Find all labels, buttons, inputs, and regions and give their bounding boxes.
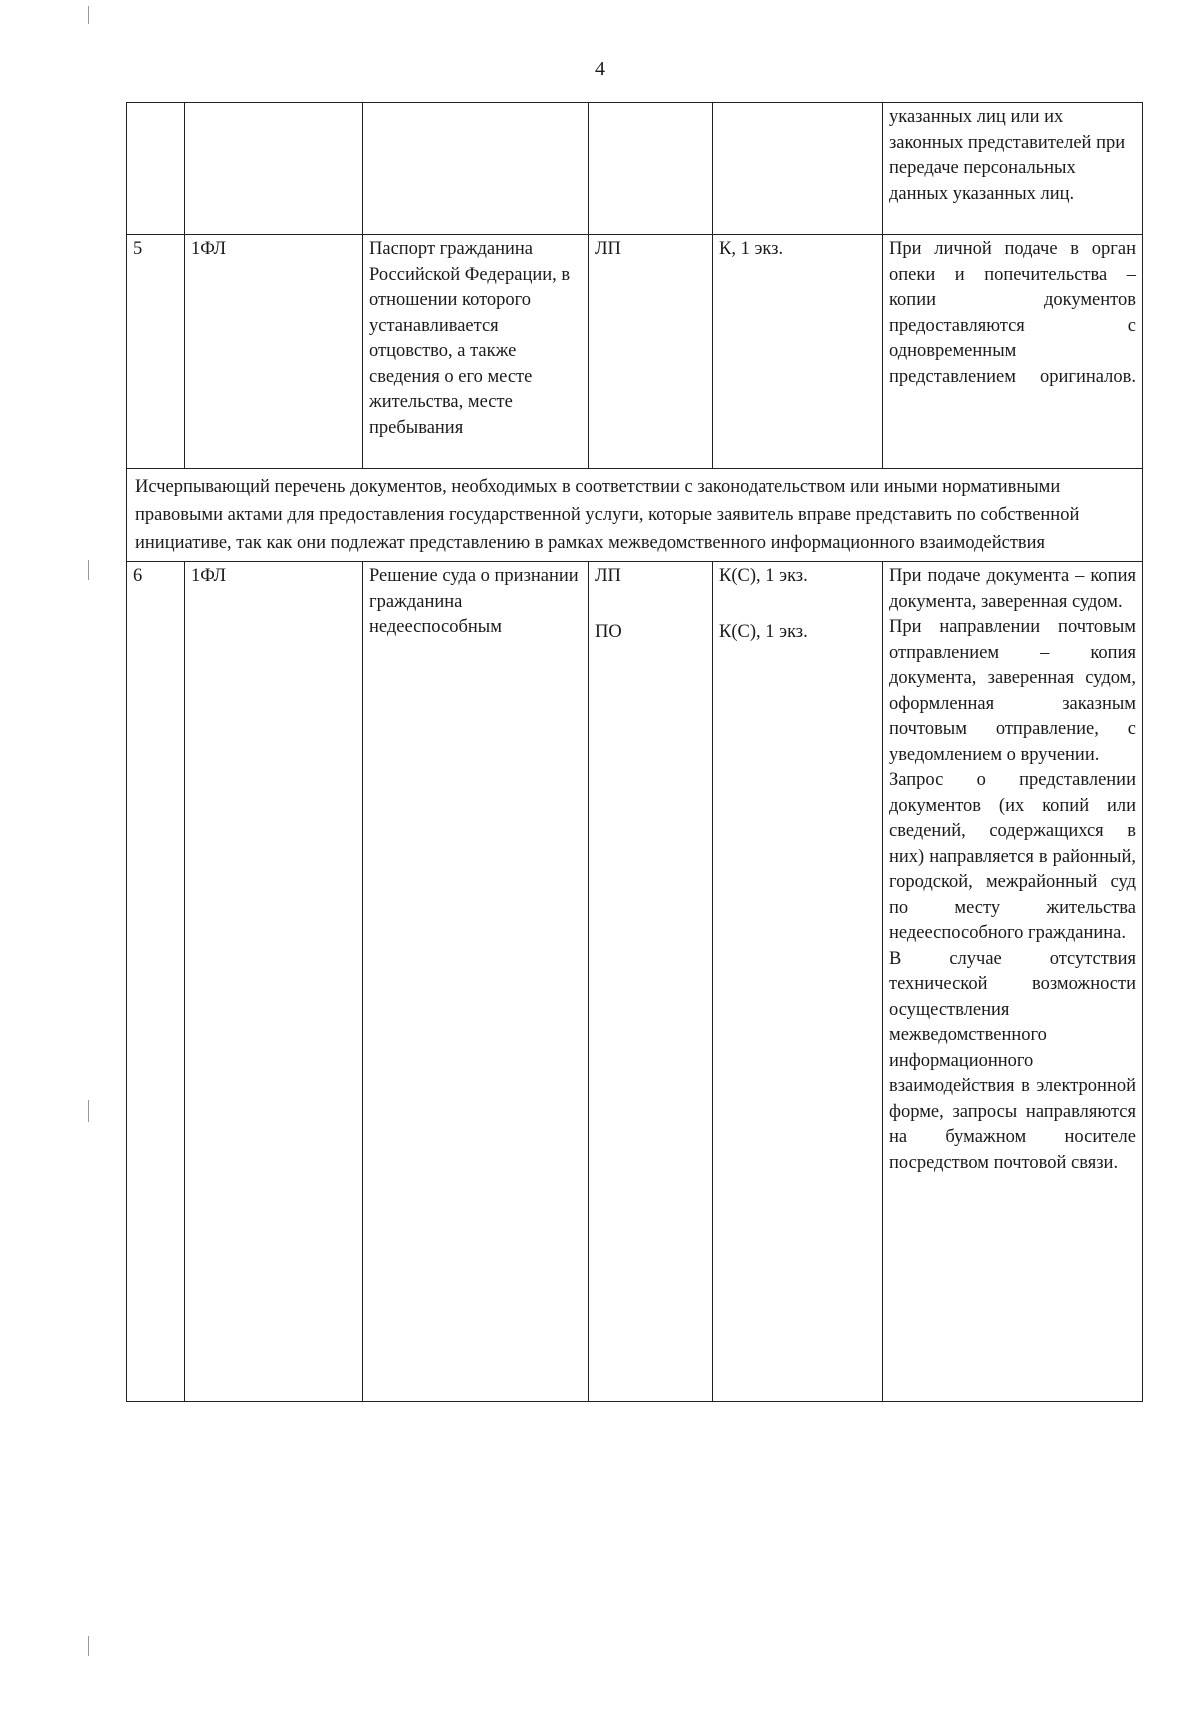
- form-personal: ЛП: [595, 566, 621, 586]
- remark-cell: [883, 235, 1143, 469]
- copies-cell: К, 1 экз.: [713, 235, 883, 469]
- category-cell: [185, 103, 363, 235]
- remark-cell: [883, 562, 1143, 1402]
- category-cell: 1ФЛ: [185, 235, 363, 469]
- remark-paragraph: Запрос о представлении документов (их копий или сведений, содержащихся в них) направляется в районный, городской, межрайонный суд по месту жительства недееспособного гражданина.: [889, 770, 1136, 943]
- section-heading: Исчерпывающий перечень документов, необходимых в соответствии с законодательством или иными нормативными правовыми актами для предоставления государственной услуги, которые заявитель вправе представить по собственной инициативе, так как они подлежат представлению в рамках межведомственного информационного взаимодействия: [127, 469, 1143, 562]
- copies-cell: [713, 103, 883, 235]
- form-cell: ЛП: [589, 235, 713, 469]
- scan-mark: [88, 1636, 89, 1656]
- section-row: [127, 469, 1143, 562]
- category-cell: 1ФЛ: [185, 562, 363, 1402]
- form-cell: [589, 103, 713, 235]
- copies-cell: [713, 562, 883, 1402]
- table-row: [127, 562, 1143, 1402]
- table-row: [127, 235, 1143, 469]
- remark-text: При личной подаче в орган опеки и попечительства – копии документов предоставляются с одновременным представлением оригиналов.: [889, 239, 1136, 387]
- remark-paragraph: В случае отсутствия технической возможности осуществления межведомственного информационного взаимодействия в электронной форме, запросы направляются на бумажном носителе посредством почтовой связи.: [889, 948, 1136, 1173]
- document-cell: Решение суда о признании гражданина недееспособным: [363, 562, 589, 1402]
- copies-personal: К(С), 1 экз.: [719, 566, 808, 586]
- table-row: [127, 103, 1143, 235]
- row-number-cell: 5: [127, 235, 185, 469]
- copies-postal: К(С), 1 экз.: [719, 621, 808, 642]
- document-cell: [363, 103, 589, 235]
- remark-paragraph: При подаче документа – копия документа, заверенная судом.: [889, 566, 1136, 612]
- documents-table: [126, 102, 1143, 1402]
- row-number-cell: 6: [127, 562, 185, 1402]
- row-number-cell: [127, 103, 185, 235]
- form-cell: [589, 562, 713, 1402]
- scan-mark: [88, 1100, 89, 1122]
- remark-cell: указанных лиц или их законных представителей при передаче персональных данных указанных лиц.: [883, 103, 1143, 235]
- form-postal: ПО: [595, 621, 622, 642]
- scan-mark: [88, 560, 89, 580]
- page-number: 4: [595, 58, 605, 80]
- scan-mark: [88, 6, 89, 24]
- document-cell: Паспорт гражданина Российской Федерации, в отношении которого устанавливается отцовство, а также сведения о его месте жительства, месте пребывания: [363, 235, 589, 469]
- remark-paragraph: При направлении почтовым отправлением – копия документа, заверенная судом, оформленная заказным почтовым отправление, с уведомлением о вручении.: [889, 617, 1136, 765]
